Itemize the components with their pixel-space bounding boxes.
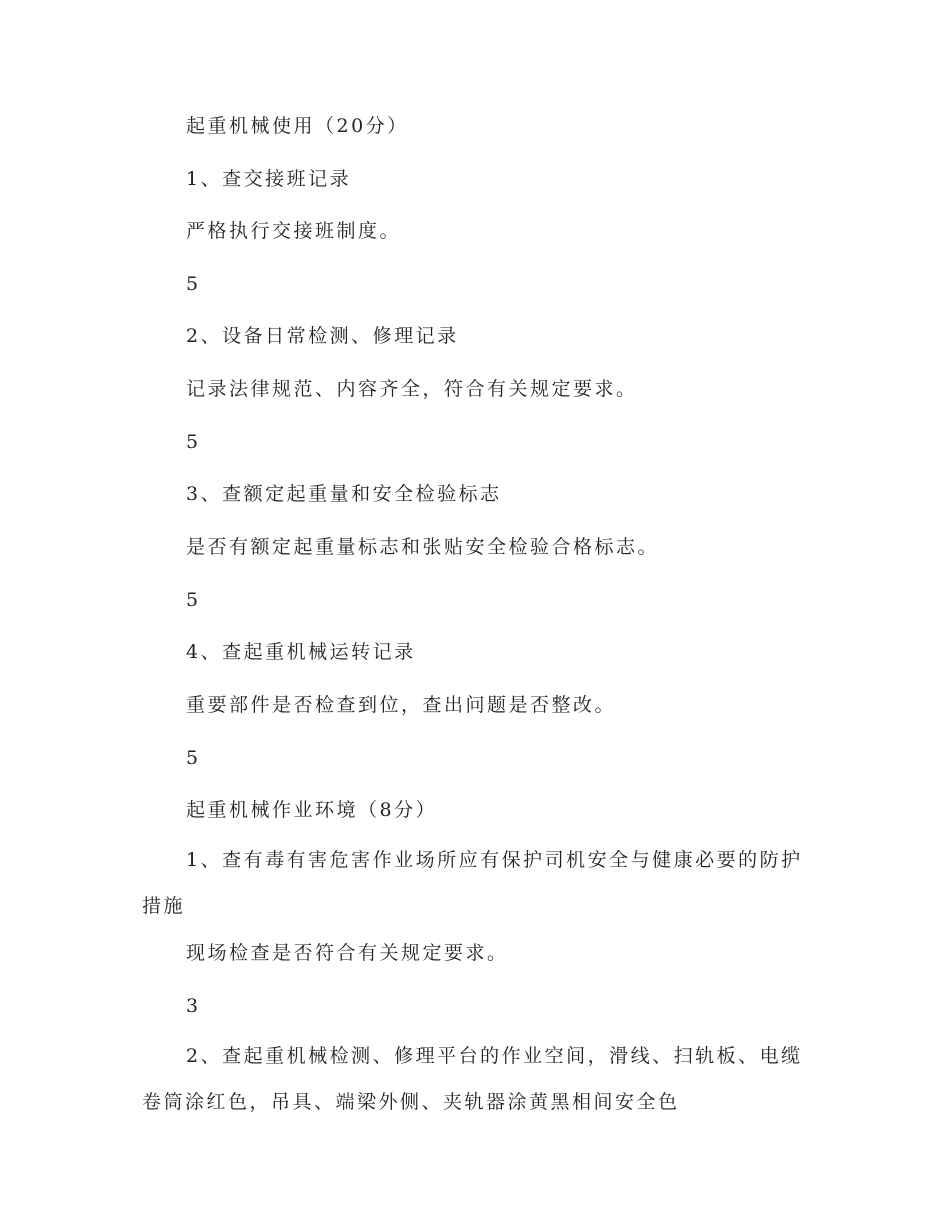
item-requirement: 重要部件是否检查到位，查出问题是否整改。: [186, 694, 617, 716]
item-heading: 1、查交接班记录: [186, 168, 352, 190]
item-heading-wrapped: 1、查有毒有害危害作业场所应有保护司机安全与健康必要的防护措施: [142, 849, 803, 917]
item-score: 5: [186, 431, 201, 453]
item-requirement: 严格执行交接班制度。: [186, 220, 402, 242]
item-heading-wrapped: 2、查起重机械检测、修理平台的作业空间，滑线、扫轨板、电缆卷筒涂红色，吊具、端梁外侧、夹轨器涂黄黑相间安全色: [142, 1045, 803, 1113]
section-heading-crane-use: 起重机械使用（20分）: [186, 115, 409, 137]
item-score: 5: [186, 273, 201, 295]
item-requirement: 是否有额定起重量标志和张贴安全检验合格标志。: [186, 536, 660, 558]
item-score: 5: [186, 589, 201, 611]
item-score: 3: [186, 995, 201, 1017]
section-heading-work-environment: 起重机械作业环境（8分）: [186, 799, 438, 821]
item-heading: 2、设备日常检测、修理记录: [186, 325, 459, 347]
item-heading: 3、查额定起重量和安全检验标志: [186, 483, 502, 505]
item-requirement: 记录法律规范、内容齐全，符合有关规定要求。: [186, 378, 638, 400]
item-heading: 4、查起重机械运转记录: [186, 641, 416, 663]
item-score: 5: [186, 747, 201, 769]
item-requirement: 现场检查是否符合有关规定要求。: [186, 942, 509, 964]
